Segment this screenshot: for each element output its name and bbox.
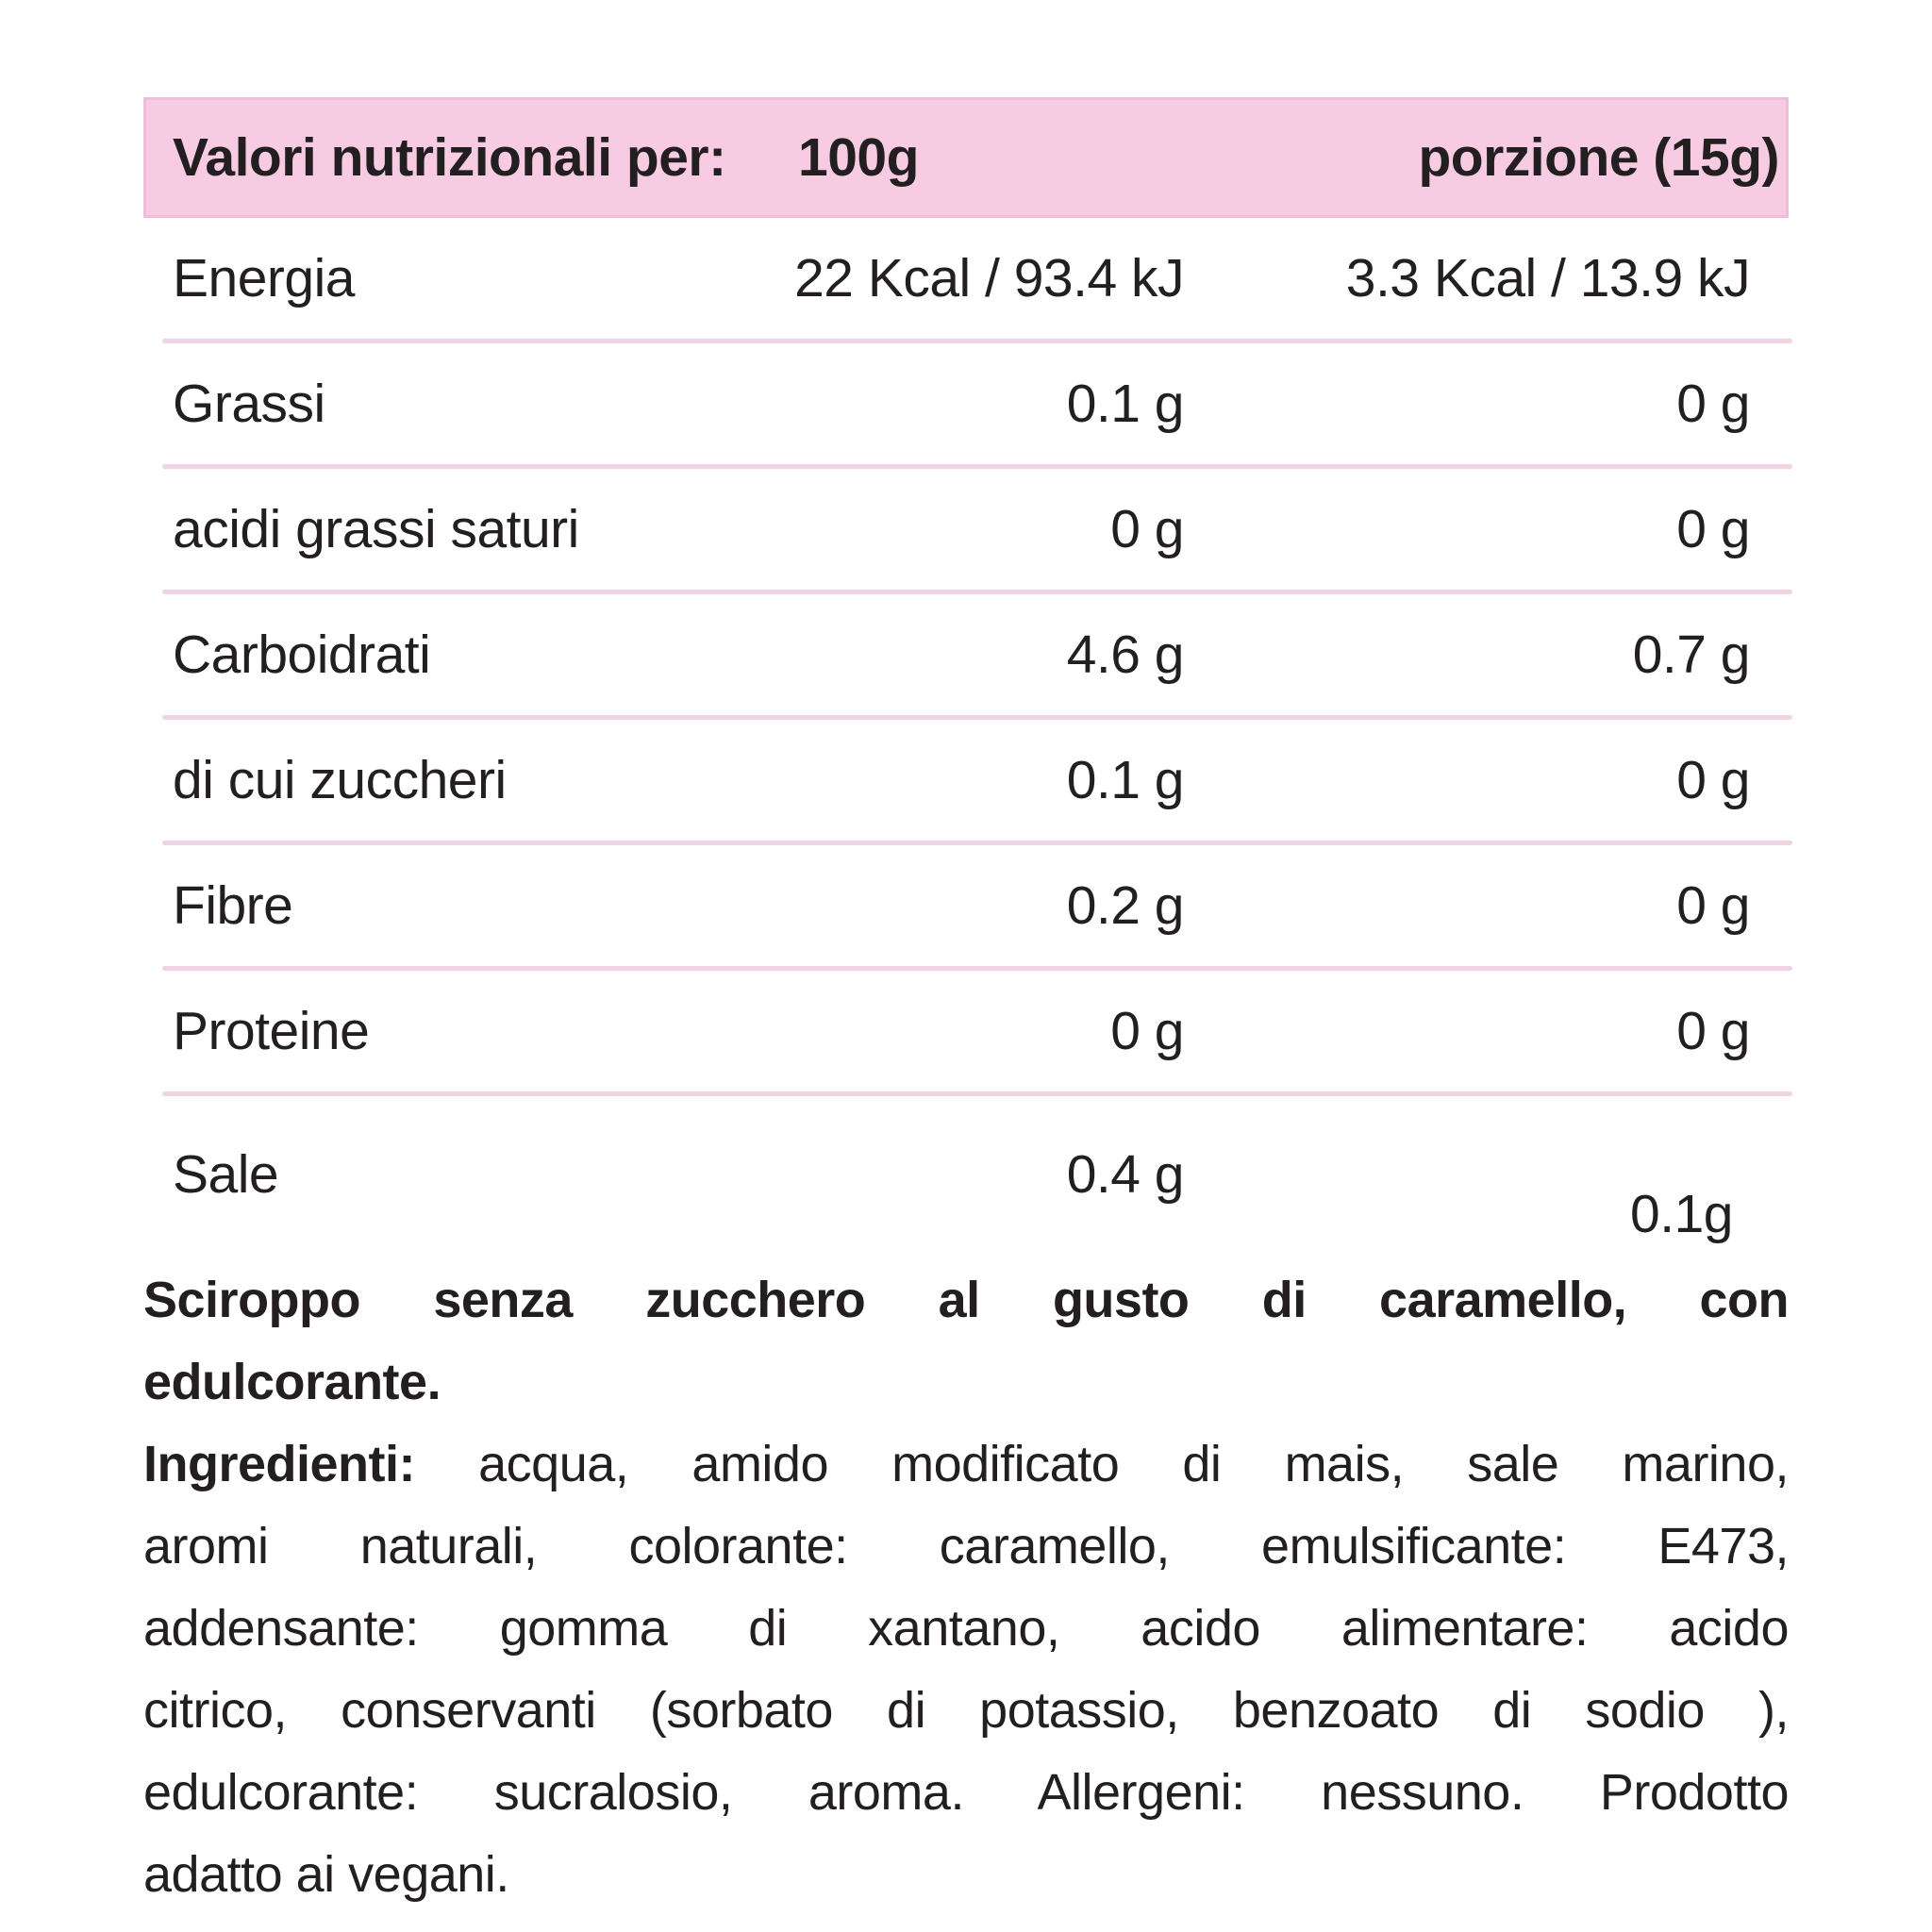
ingredients-text: acqua, amido modificato di mais, sale marino, bbox=[415, 1436, 1789, 1492]
nutrient-label: Proteine bbox=[173, 1001, 370, 1061]
ingredients-line: aromi naturali, colorante: caramello, emulsificante: E473, bbox=[143, 1518, 1789, 1574]
value-per-100g: 0 g bbox=[1110, 1001, 1184, 1061]
nutrient-label: acidi grassi saturi bbox=[173, 499, 579, 559]
ingredients-line: addensante: gomma di xantano, acido alimentare: acido bbox=[143, 1600, 1789, 1657]
value-per-100g: 0.1 g bbox=[1066, 374, 1184, 434]
value-per-portion: 0.1g bbox=[1630, 1183, 1733, 1244]
nutrient-label: Grassi bbox=[173, 374, 325, 434]
table-row-energia bbox=[143, 218, 1789, 339]
ingredients-line bbox=[143, 1424, 1789, 1506]
value-per-100g: 0.2 g bbox=[1066, 875, 1184, 936]
header-col-100g: 100g bbox=[798, 127, 919, 188]
description-line: edulcorante. bbox=[143, 1354, 441, 1410]
table-row-fibre bbox=[143, 845, 1789, 966]
nutrient-label: di cui zuccheri bbox=[173, 750, 507, 810]
value-per-portion: 0 g bbox=[1676, 875, 1750, 936]
value-per-100g: 0 g bbox=[1110, 499, 1184, 559]
nutrient-label: Carboidrati bbox=[173, 625, 431, 685]
nutrient-label: Energia bbox=[173, 248, 355, 308]
value-per-100g: 0.1 g bbox=[1066, 750, 1184, 810]
product-text bbox=[143, 1259, 1789, 1916]
value-per-100g: 0.4 g bbox=[1066, 1143, 1184, 1205]
value-per-portion: 0 g bbox=[1676, 374, 1750, 434]
header-title: Valori nutrizionali per: bbox=[173, 127, 726, 188]
value-per-portion: 0 g bbox=[1676, 1001, 1750, 1061]
header-col-portion: porzione (15g) bbox=[1418, 127, 1779, 188]
table-row-acidi-grassi-saturi bbox=[143, 469, 1789, 590]
nutrition-label bbox=[143, 97, 1789, 1916]
value-per-portion: 0.7 g bbox=[1632, 625, 1750, 685]
table-row-proteine bbox=[143, 971, 1789, 1091]
value-per-portion: 0 g bbox=[1676, 499, 1750, 559]
value-per-portion: 3.3 Kcal / 13.9 kJ bbox=[1345, 248, 1750, 308]
nutrient-label: Sale bbox=[173, 1143, 279, 1205]
value-per-100g: 4.6 g bbox=[1066, 625, 1184, 685]
ingredients-line: citrico, conservanti (sorbato di potassio, benzoato di sodio ), bbox=[143, 1682, 1789, 1739]
description-line: Sciroppo senza zucchero al gusto di caramello, con bbox=[143, 1272, 1789, 1328]
value-per-100g: 22 Kcal / 93.4 kJ bbox=[794, 248, 1184, 308]
ingredients-line: edulcorante: sucralosio, aroma. Allergeni: nessuno. Prodotto bbox=[143, 1764, 1789, 1821]
ingredients-line: adatto ai vegani. bbox=[143, 1846, 509, 1903]
table-row-sale bbox=[143, 1096, 1789, 1252]
table-row-di-cui-zuccheri bbox=[143, 720, 1789, 841]
value-per-portion: 0 g bbox=[1676, 750, 1750, 810]
nutrient-label: Fibre bbox=[173, 875, 293, 936]
table-row-carboidrati bbox=[143, 594, 1789, 715]
table-row-grassi bbox=[143, 343, 1789, 464]
table-header bbox=[143, 97, 1789, 218]
ingredients-label: Ingredienti: bbox=[143, 1436, 415, 1492]
